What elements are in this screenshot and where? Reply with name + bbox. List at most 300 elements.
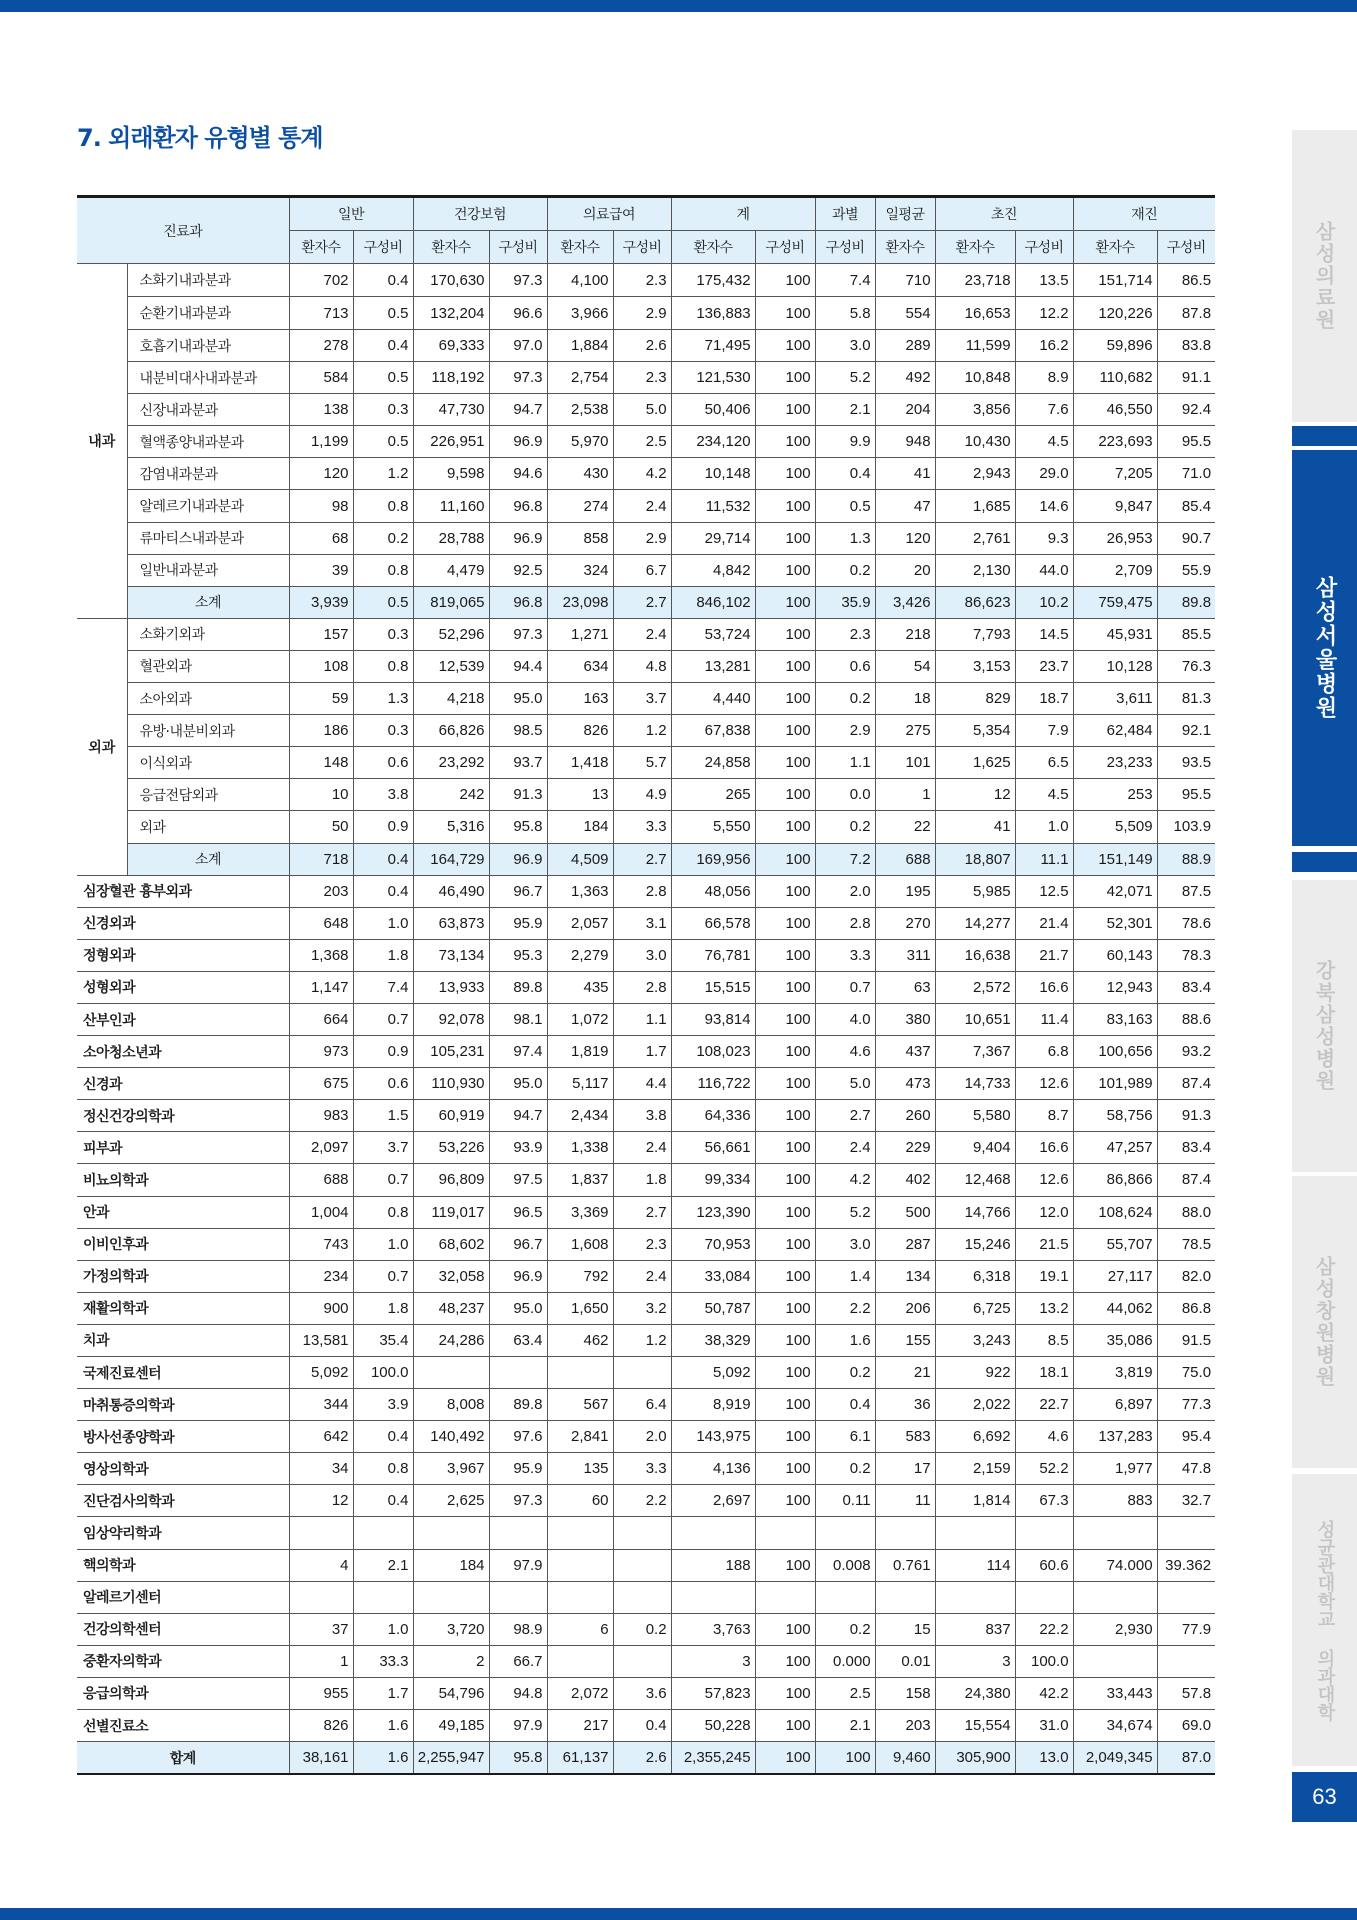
- value-cell: 1,363: [547, 875, 613, 907]
- value-cell: 21.4: [1015, 907, 1073, 939]
- value-cell: 60,919: [413, 1100, 489, 1132]
- value-cell: 324: [547, 554, 613, 586]
- value-cell: 74.000: [1073, 1549, 1157, 1581]
- dept-name: 알레르기센터: [77, 1581, 289, 1613]
- value-cell: 86,623: [935, 586, 1015, 618]
- value-cell: 5,970: [547, 426, 613, 458]
- value-cell: 3.3: [815, 939, 875, 971]
- table-row: [77, 1517, 1215, 1549]
- dept-name: 중환자의학과: [77, 1645, 289, 1677]
- table-row: [77, 1260, 1215, 1292]
- value-cell: 88.0: [1157, 1196, 1215, 1228]
- table-row: [77, 1421, 1215, 1453]
- value-cell: 57.8: [1157, 1677, 1215, 1709]
- value-cell: 2,761: [935, 522, 1015, 554]
- value-cell: 0.6: [815, 650, 875, 682]
- value-cell: 0.0: [815, 779, 875, 811]
- value-cell: 1,625: [935, 747, 1015, 779]
- value-cell: 218: [875, 618, 935, 650]
- value-cell: 15,515: [671, 971, 755, 1003]
- value-cell: 4: [289, 1549, 353, 1581]
- value-cell: 983: [289, 1100, 353, 1132]
- value-cell: 87.5: [1157, 875, 1215, 907]
- value-cell: 13,281: [671, 650, 755, 682]
- value-cell: 229: [875, 1132, 935, 1164]
- value-cell: 132,204: [413, 297, 489, 330]
- value-cell: 3.9: [353, 1389, 413, 1421]
- value-cell: 0.4: [613, 1710, 671, 1742]
- value-cell: 50,228: [671, 1710, 755, 1742]
- value-cell: 2.8: [815, 907, 875, 939]
- value-cell: 3,369: [547, 1196, 613, 1228]
- value-cell: 83,163: [1073, 1003, 1157, 1035]
- value-cell: 1.6: [353, 1742, 413, 1775]
- value-cell: 6.4: [613, 1389, 671, 1421]
- value-cell: 4,218: [413, 683, 489, 715]
- value-cell: 583: [875, 1421, 935, 1453]
- value-cell: 18,807: [935, 843, 1015, 875]
- value-cell: 7.4: [815, 264, 875, 297]
- value-cell: 5.0: [815, 1068, 875, 1100]
- side-tab-samsung-medical-center[interactable]: [1292, 130, 1357, 422]
- value-cell: 4,509: [547, 843, 613, 875]
- header-daily-avg: 일평균: [875, 197, 935, 231]
- value-cell: 2,841: [547, 1421, 613, 1453]
- value-cell: [289, 1581, 353, 1613]
- value-cell: [935, 1517, 1015, 1549]
- dept-name: 소계: [127, 843, 289, 875]
- table-row: [77, 1549, 1215, 1581]
- value-cell: 1,418: [547, 747, 613, 779]
- value-cell: 100: [755, 971, 815, 1003]
- table-row: [77, 362, 1215, 394]
- value-cell: [413, 1357, 489, 1389]
- value-cell: 83.8: [1157, 330, 1215, 362]
- value-cell: 114: [935, 1549, 1015, 1581]
- value-cell: [1157, 1645, 1215, 1677]
- value-cell: 91.1: [1157, 362, 1215, 394]
- table-row: [77, 1292, 1215, 1324]
- value-cell: 5.2: [815, 362, 875, 394]
- group-label: 내과: [77, 264, 127, 619]
- value-cell: [1157, 1517, 1215, 1549]
- value-cell: 38,329: [671, 1324, 755, 1356]
- value-cell: 94.7: [489, 394, 547, 426]
- value-cell: 100: [755, 1389, 815, 1421]
- value-cell: 46,490: [413, 875, 489, 907]
- table-row: [77, 297, 1215, 330]
- value-cell: 32.7: [1157, 1485, 1215, 1517]
- value-cell: [489, 1581, 547, 1613]
- value-cell: 2.1: [353, 1549, 413, 1581]
- value-cell: 94.8: [489, 1677, 547, 1709]
- value-cell: 57,823: [671, 1677, 755, 1709]
- value-cell: 100: [755, 1292, 815, 1324]
- value-cell: 118,192: [413, 362, 489, 394]
- value-cell: 234: [289, 1260, 353, 1292]
- value-cell: 16.6: [1015, 1132, 1073, 1164]
- value-cell: 100: [755, 1742, 815, 1775]
- value-cell: 1.5: [353, 1100, 413, 1132]
- value-cell: 100: [755, 1228, 815, 1260]
- dept-name: 신경과: [77, 1068, 289, 1100]
- value-cell: 4.9: [613, 779, 671, 811]
- value-cell: [547, 1549, 613, 1581]
- value-cell: 2,057: [547, 907, 613, 939]
- value-cell: 0.2: [613, 1613, 671, 1645]
- value-cell: 97.5: [489, 1164, 547, 1196]
- table-row: [77, 522, 1215, 554]
- value-cell: 5,550: [671, 811, 755, 843]
- value-cell: 3,426: [875, 586, 935, 618]
- value-cell: 92.4: [1157, 394, 1215, 426]
- value-cell: 135: [547, 1453, 613, 1485]
- value-cell: 206: [875, 1292, 935, 1324]
- value-cell: 63,873: [413, 907, 489, 939]
- value-cell: 33,443: [1073, 1677, 1157, 1709]
- value-cell: 143,975: [671, 1421, 755, 1453]
- value-cell: 7,367: [935, 1036, 1015, 1068]
- page-number: 63: [1292, 1772, 1357, 1822]
- value-cell: 0.8: [353, 1196, 413, 1228]
- value-cell: 0.2: [815, 1613, 875, 1645]
- table-row: [77, 618, 1215, 650]
- value-cell: 0.2: [815, 683, 875, 715]
- value-cell: 2.6: [613, 1742, 671, 1775]
- value-cell: 2,097: [289, 1132, 353, 1164]
- value-cell: 50,787: [671, 1292, 755, 1324]
- value-cell: 9.9: [815, 426, 875, 458]
- value-cell: 11,599: [935, 330, 1015, 362]
- value-cell: 100: [755, 939, 815, 971]
- side-tab-skku-medicine[interactable]: [1292, 1474, 1357, 1766]
- table-row: [77, 554, 1215, 586]
- value-cell: 4,100: [547, 264, 613, 297]
- value-cell: 87.4: [1157, 1068, 1215, 1100]
- value-cell: 0.7: [353, 1260, 413, 1292]
- value-cell: 3.7: [353, 1132, 413, 1164]
- value-cell: 6.5: [1015, 747, 1073, 779]
- dept-name: 감염내과분과: [127, 458, 289, 490]
- value-cell: 95.5: [1157, 426, 1215, 458]
- value-cell: 88.9: [1157, 843, 1215, 875]
- header-first-visit: 초진: [935, 197, 1073, 231]
- value-cell: 826: [547, 715, 613, 747]
- table-row: [77, 490, 1215, 522]
- value-cell: 31.0: [1015, 1710, 1073, 1742]
- value-cell: 100: [815, 1742, 875, 1775]
- value-cell: 5.0: [613, 394, 671, 426]
- value-cell: 223,693: [1073, 426, 1157, 458]
- value-cell: 2.9: [613, 522, 671, 554]
- value-cell: 437: [875, 1036, 935, 1068]
- value-cell: 10,148: [671, 458, 755, 490]
- value-cell: 4.2: [613, 458, 671, 490]
- value-cell: 973: [289, 1036, 353, 1068]
- value-cell: [489, 1517, 547, 1549]
- side-tab-kangbuk-samsung-hospital[interactable]: [1292, 880, 1357, 1172]
- dept-name: 이식외과: [127, 747, 289, 779]
- value-cell: 100: [755, 1036, 815, 1068]
- value-cell: 567: [547, 1389, 613, 1421]
- value-cell: 100: [755, 264, 815, 297]
- value-cell: 188: [671, 1549, 755, 1581]
- value-cell: 95.0: [489, 1292, 547, 1324]
- value-cell: 98: [289, 490, 353, 522]
- value-cell: 1.1: [815, 747, 875, 779]
- value-cell: 204: [875, 394, 935, 426]
- value-cell: 0.4: [353, 264, 413, 297]
- header-ratio: 구성비: [1157, 231, 1215, 264]
- value-cell: 675: [289, 1068, 353, 1100]
- value-cell: 163: [547, 683, 613, 715]
- value-cell: 60.6: [1015, 1549, 1073, 1581]
- value-cell: 13.0: [1015, 1742, 1073, 1775]
- value-cell: 56,661: [671, 1132, 755, 1164]
- value-cell: 759,475: [1073, 586, 1157, 618]
- value-cell: 63: [875, 971, 935, 1003]
- value-cell: 2.3: [815, 618, 875, 650]
- value-cell: 34: [289, 1453, 353, 1485]
- value-cell: 12.6: [1015, 1068, 1073, 1100]
- value-cell: 48,056: [671, 875, 755, 907]
- value-cell: 289: [875, 330, 935, 362]
- value-cell: 462: [547, 1324, 613, 1356]
- dept-name: 소아청소년과: [77, 1036, 289, 1068]
- dept-name: 외과: [127, 811, 289, 843]
- value-cell: 270: [875, 907, 935, 939]
- value-cell: 2,159: [935, 1453, 1015, 1485]
- value-cell: 0.6: [353, 1068, 413, 1100]
- value-cell: 1.0: [353, 1613, 413, 1645]
- value-cell: 1,685: [935, 490, 1015, 522]
- value-cell: [613, 1645, 671, 1677]
- value-cell: 39: [289, 554, 353, 586]
- value-cell: 2.9: [815, 715, 875, 747]
- dept-name: 순환기내과분과: [127, 297, 289, 330]
- value-cell: [1073, 1645, 1157, 1677]
- value-cell: 53,724: [671, 618, 755, 650]
- value-cell: 100: [755, 1549, 815, 1581]
- value-cell: 138: [289, 394, 353, 426]
- value-cell: 100: [755, 907, 815, 939]
- value-cell: 819,065: [413, 586, 489, 618]
- value-cell: 39.362: [1157, 1549, 1215, 1581]
- side-tab-label: 삼성서울병원: [1312, 576, 1337, 720]
- value-cell: 2.8: [613, 875, 671, 907]
- value-cell: 96,809: [413, 1164, 489, 1196]
- value-cell: 1.0: [353, 907, 413, 939]
- value-cell: 2,022: [935, 1389, 1015, 1421]
- header-dept: 진료과: [77, 197, 289, 264]
- value-cell: 24,380: [935, 1677, 1015, 1709]
- value-cell: 12,539: [413, 650, 489, 682]
- value-cell: [413, 1581, 489, 1613]
- value-cell: 6.1: [815, 1421, 875, 1453]
- table-row: [77, 875, 1215, 907]
- value-cell: 8.7: [1015, 1100, 1073, 1132]
- value-cell: 97.6: [489, 1421, 547, 1453]
- value-cell: 83.4: [1157, 971, 1215, 1003]
- value-cell: 6,725: [935, 1292, 1015, 1324]
- value-cell: 5.8: [815, 297, 875, 330]
- value-cell: [489, 1357, 547, 1389]
- value-cell: 1.8: [353, 939, 413, 971]
- value-cell: 95.3: [489, 939, 547, 971]
- value-cell: 648: [289, 907, 353, 939]
- table-header: [77, 197, 1215, 264]
- value-cell: [289, 1517, 353, 1549]
- value-cell: 95.0: [489, 1068, 547, 1100]
- value-cell: 4.5: [1015, 779, 1073, 811]
- top-accent-bar: [0, 0, 1357, 12]
- value-cell: 38,161: [289, 1742, 353, 1775]
- value-cell: 2.3: [613, 264, 671, 297]
- value-cell: 96.9: [489, 522, 547, 554]
- value-cell: 11,160: [413, 490, 489, 522]
- value-cell: 100: [755, 779, 815, 811]
- side-tab-samsung-changwon-hospital[interactable]: [1292, 1176, 1357, 1468]
- value-cell: 2.9: [613, 297, 671, 330]
- table-row: [77, 747, 1215, 779]
- dept-name: 이비인후과: [77, 1228, 289, 1260]
- value-cell: 3.0: [613, 939, 671, 971]
- value-cell: 92.1: [1157, 715, 1215, 747]
- value-cell: 44.0: [1015, 554, 1073, 586]
- value-cell: 3.3: [613, 1453, 671, 1485]
- header-daily-patients: 환자수: [875, 231, 935, 264]
- value-cell: 55.9: [1157, 554, 1215, 586]
- value-cell: 100: [755, 1677, 815, 1709]
- value-cell: 77.3: [1157, 1389, 1215, 1421]
- table-row: [77, 1132, 1215, 1164]
- value-cell: 3: [671, 1645, 755, 1677]
- value-cell: 0.9: [353, 1036, 413, 1068]
- table-row: [77, 1613, 1215, 1645]
- value-cell: 16,638: [935, 939, 1015, 971]
- value-cell: 253: [1073, 779, 1157, 811]
- value-cell: [875, 1517, 935, 1549]
- value-cell: 148: [289, 747, 353, 779]
- value-cell: 14.5: [1015, 618, 1073, 650]
- value-cell: 203: [289, 875, 353, 907]
- value-cell: 169,956: [671, 843, 755, 875]
- value-cell: 100: [755, 1613, 815, 1645]
- value-cell: 5,092: [671, 1357, 755, 1389]
- value-cell: 120: [289, 458, 353, 490]
- value-cell: 4.4: [613, 1068, 671, 1100]
- value-cell: 105,231: [413, 1036, 489, 1068]
- value-cell: 3,243: [935, 1324, 1015, 1356]
- dept-name: 신경외과: [77, 907, 289, 939]
- value-cell: 473: [875, 1068, 935, 1100]
- value-cell: 78.3: [1157, 939, 1215, 971]
- value-cell: 87.8: [1157, 297, 1215, 330]
- value-cell: 1.1: [613, 1003, 671, 1035]
- value-cell: 792: [547, 1260, 613, 1292]
- side-tab-samsung-seoul-hospital[interactable]: [1292, 450, 1357, 846]
- value-cell: 0.8: [353, 650, 413, 682]
- value-cell: 688: [875, 843, 935, 875]
- value-cell: 226,951: [413, 426, 489, 458]
- value-cell: 0.4: [815, 1389, 875, 1421]
- value-cell: 81.3: [1157, 683, 1215, 715]
- value-cell: 32,058: [413, 1260, 489, 1292]
- value-cell: 3,720: [413, 1613, 489, 1645]
- value-cell: 120,226: [1073, 297, 1157, 330]
- dept-name: 건강의학센터: [77, 1613, 289, 1645]
- value-cell: 5,117: [547, 1068, 613, 1100]
- value-cell: 2.4: [815, 1132, 875, 1164]
- value-cell: 2.1: [815, 394, 875, 426]
- value-cell: 492: [875, 362, 935, 394]
- subtotal-row: [77, 586, 1215, 618]
- value-cell: 116,722: [671, 1068, 755, 1100]
- value-cell: 4.6: [1015, 1421, 1073, 1453]
- dept-name: 핵의학과: [77, 1549, 289, 1581]
- value-cell: [613, 1581, 671, 1613]
- value-cell: 89.8: [489, 1389, 547, 1421]
- value-cell: 96.5: [489, 1196, 547, 1228]
- value-cell: 1,650: [547, 1292, 613, 1324]
- table-row: [77, 394, 1215, 426]
- value-cell: 100.0: [1015, 1645, 1073, 1677]
- value-cell: [671, 1581, 755, 1613]
- value-cell: 86.8: [1157, 1292, 1215, 1324]
- dept-name: 심장혈관 흉부외과: [77, 875, 289, 907]
- value-cell: 23,098: [547, 586, 613, 618]
- value-cell: 98.9: [489, 1613, 547, 1645]
- value-cell: [613, 1517, 671, 1549]
- value-cell: 100: [755, 1357, 815, 1389]
- value-cell: 3.0: [815, 330, 875, 362]
- value-cell: 68,602: [413, 1228, 489, 1260]
- value-cell: 203: [875, 1710, 935, 1742]
- value-cell: 380: [875, 1003, 935, 1035]
- value-cell: 2,355,245: [671, 1742, 755, 1775]
- value-cell: [875, 1581, 935, 1613]
- value-cell: 0.7: [353, 1164, 413, 1196]
- value-cell: 2.8: [613, 971, 671, 1003]
- value-cell: 3,966: [547, 297, 613, 330]
- value-cell: 664: [289, 1003, 353, 1035]
- value-cell: 100: [755, 683, 815, 715]
- value-cell: 24,858: [671, 747, 755, 779]
- value-cell: 16,653: [935, 297, 1015, 330]
- header-total: 계: [671, 197, 815, 231]
- value-cell: 100: [755, 394, 815, 426]
- value-cell: 2.0: [815, 875, 875, 907]
- value-cell: [613, 1549, 671, 1581]
- value-cell: 71,495: [671, 330, 755, 362]
- dept-name: 신장내과분과: [127, 394, 289, 426]
- value-cell: 23,233: [1073, 747, 1157, 779]
- value-cell: 10,651: [935, 1003, 1015, 1035]
- table-row: [77, 1003, 1215, 1035]
- value-cell: 275: [875, 715, 935, 747]
- value-cell: 858: [547, 522, 613, 554]
- value-cell: 60: [547, 1485, 613, 1517]
- dept-name: 성형외과: [77, 971, 289, 1003]
- value-cell: 1.2: [613, 715, 671, 747]
- value-cell: 4.0: [815, 1003, 875, 1035]
- value-cell: 100: [755, 586, 815, 618]
- value-cell: 10,430: [935, 426, 1015, 458]
- value-cell: 33,084: [671, 1260, 755, 1292]
- value-cell: 0.4: [353, 330, 413, 362]
- value-cell: 34,674: [1073, 1710, 1157, 1742]
- value-cell: 76.3: [1157, 650, 1215, 682]
